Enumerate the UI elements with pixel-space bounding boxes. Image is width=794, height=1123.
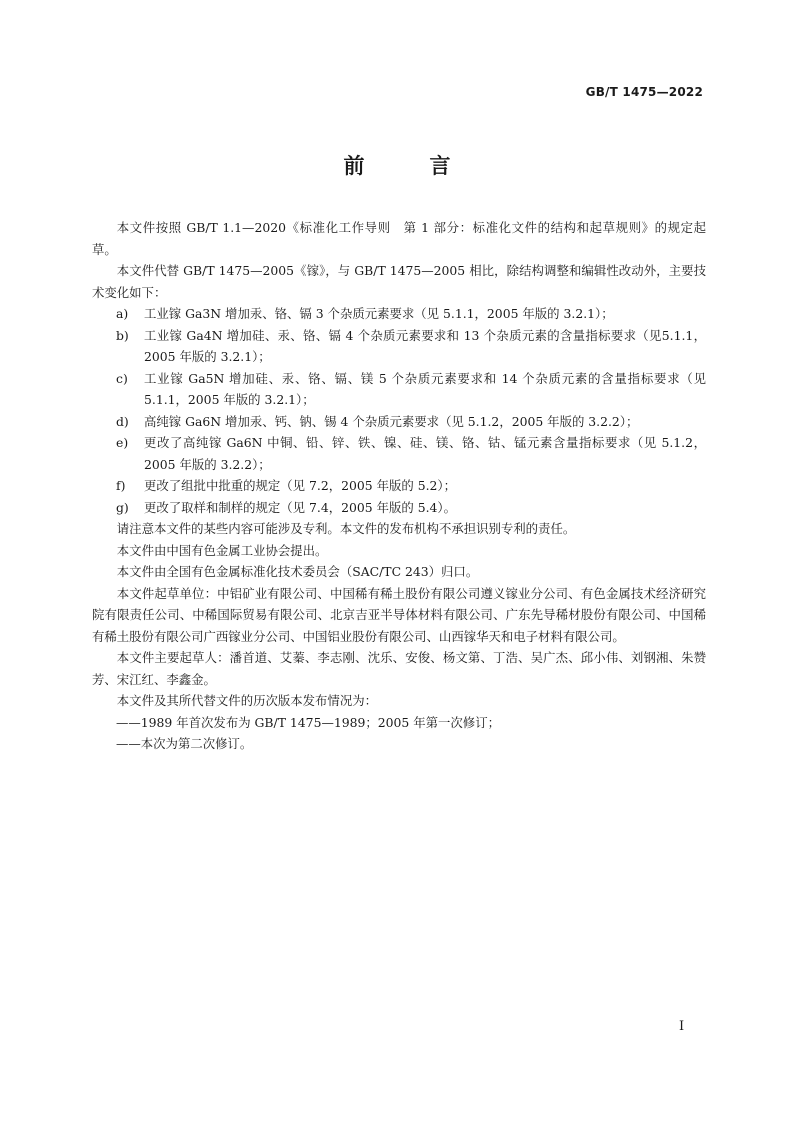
list-item-text: 更改了组批中批重的规定（见 7.2，2005 年版的 5.2）； xyxy=(144,478,456,493)
list-marker: f) xyxy=(116,478,126,493)
list-item-text: 更改了高纯镓 Ga6N 中铜、铅、锌、铁、镍、硅、镁、铬、钴、锰元素含量指标要求（见 5.1.2，2005 年版的 3.2.2）； xyxy=(144,435,706,472)
list-item xyxy=(92,303,706,325)
intro-paragraph: 本文件代替 GB/T 1475—2005《镓》，与 GB/T 1475—2005 相比，除结构调整和编辑性改动外，主要技术变化如下： xyxy=(92,263,706,300)
committee-statement: 本文件由全国有色金属标准化技术委员会（SAC/TC 243）归口。 xyxy=(116,564,479,579)
list-item-text: 更改了取样和制样的规定（见 7.4，2005 年版的 5.4）。 xyxy=(144,499,456,515)
version-history-item: ——本次为第二次修订。 xyxy=(116,736,253,751)
version-history-intro: 本文件及其所代替文件的历次版本发布情况为： xyxy=(116,693,377,708)
list-item xyxy=(92,368,706,411)
list-item xyxy=(92,475,706,497)
list-item-text: 工业镓 Ga3N 增加汞、铬、镉 3 个杂质元素要求（见 5.1.1，2005 年版的 3.2.1）； xyxy=(144,306,614,321)
list-item xyxy=(92,432,706,475)
standard-code: GB/T 1475—2022 xyxy=(585,85,703,99)
drafters: 本文件主要起草人：潘首道、艾蓁、李志刚、沈乐、安俊、杨文第、丁浩、吴广杰、邱小伟、刘钢湘、朱赞芳、宋江红、李鑫金。 xyxy=(92,650,706,687)
document-body xyxy=(92,217,706,755)
list-marker: c) xyxy=(116,370,128,386)
page-title: 前 言 xyxy=(343,154,473,178)
drafting-organizations: 本文件起草单位：中铝矿业有限公司、中国稀有稀土股份有限公司遵义镓业分公司、有色金属技术经济研究院有限责任公司、中稀国际贸易有限公司、北京吉亚半导体材料有限公司、广东先导稀材股份有限公司、中国稀有稀土股份有限公司广西镓业分公司、中国铝业股份有限公司、山西镓华天和电子材料有限公司。 xyxy=(92,585,706,644)
list-item-text: 工业镓 Ga4N 增加硅、汞、铬、镉 4 个杂质元素要求和 13 个杂质元素的含量指标要求（见5.1.1，2005 年版的 3.2.1）； xyxy=(144,327,706,364)
list-item-text: 工业镓 Ga5N 增加硅、汞、铬、镉、镁 5 个杂质元素要求和 14 个杂质元素的含量指标要求（见 5.1.1，2005 年版的 3.2.1）； xyxy=(144,370,706,407)
list-item xyxy=(92,411,706,433)
patent-notice: 请注意本文件的某些内容可能涉及专利。本文件的发布机构不承担识别专利的责任。 xyxy=(116,521,576,536)
list-item xyxy=(92,325,706,368)
list-marker: e) xyxy=(116,435,129,450)
proposer-statement: 本文件由中国有色金属工业协会提出。 xyxy=(116,542,328,558)
list-item xyxy=(92,497,706,519)
page-number: I xyxy=(679,1019,685,1034)
technical-changes-list xyxy=(92,303,706,518)
list-marker: d) xyxy=(116,413,129,429)
list-marker: b) xyxy=(116,327,129,343)
intro-paragraph: 本文件按照 GB/T 1.1—2020《标准化工作导则 第 1 部分：标准化文件的结构和起草规则》的规定起草。 xyxy=(92,220,706,257)
list-marker: g) xyxy=(116,499,129,515)
list-item-text: 高纯镓 Ga6N 增加汞、钙、钠、锡 4 个杂质元素要求（见 5.1.2，2005 年版的 3.2.2）； xyxy=(144,413,639,429)
list-marker: a) xyxy=(116,306,129,321)
version-history-item: ——1989 年首次发布为 GB/T 1475—1989；2005 年第一次修订； xyxy=(116,714,500,730)
